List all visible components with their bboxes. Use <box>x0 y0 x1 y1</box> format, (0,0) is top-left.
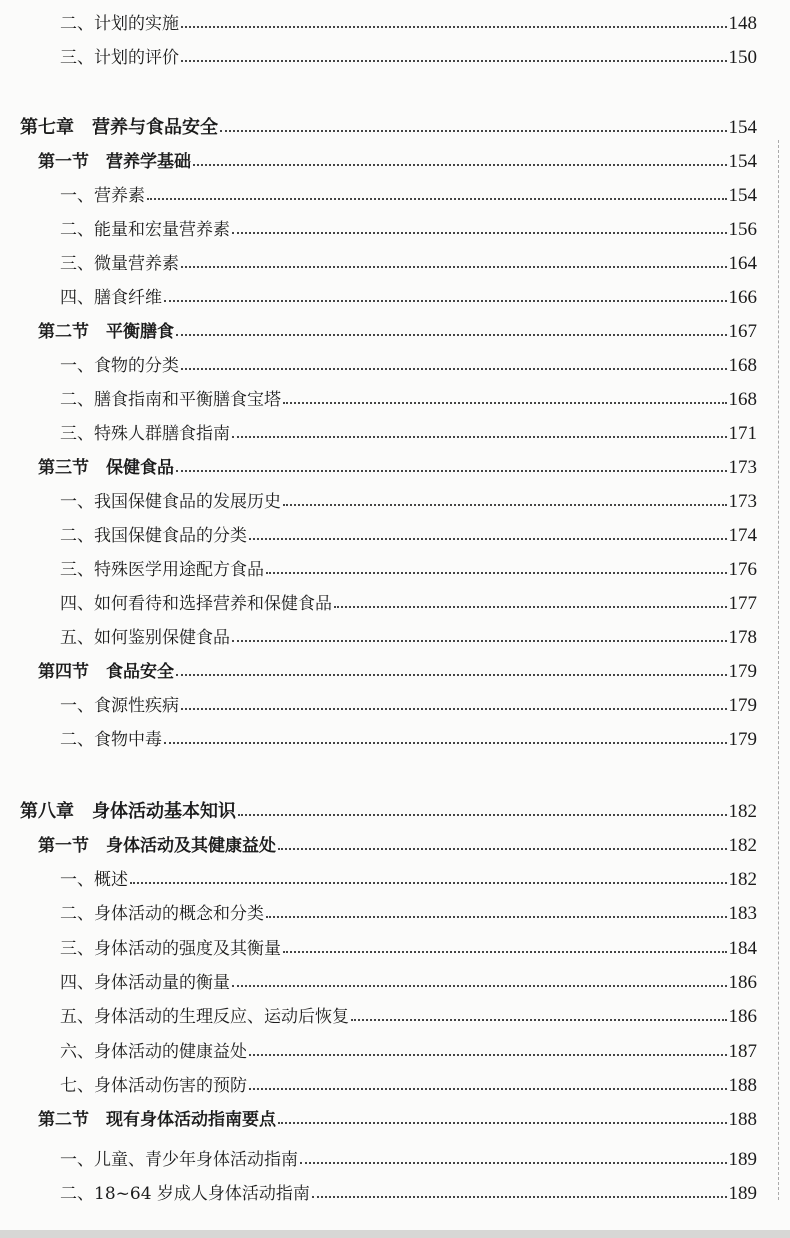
leader-dots <box>283 402 727 404</box>
toc-page-number: 184 <box>728 938 757 959</box>
toc-entry-title: 二、能量和宏量营养素 <box>60 220 230 240</box>
toc-item-entry <box>60 971 757 995</box>
toc-item-entry <box>60 12 757 36</box>
toc-item-entry <box>60 388 757 412</box>
toc-page-number: 166 <box>728 287 757 308</box>
leader-dots <box>278 848 727 850</box>
leader-dots <box>278 1122 727 1124</box>
toc-page-number: 167 <box>728 321 757 342</box>
leader-dots <box>176 470 727 472</box>
toc-entry-title: 一、营养素 <box>60 186 145 206</box>
toc-item-entry <box>60 558 757 582</box>
bottom-shadow <box>0 1230 790 1238</box>
toc-item-entry <box>60 1148 757 1172</box>
leader-dots <box>249 538 727 540</box>
toc-page-number: 183 <box>728 903 757 924</box>
toc-entry-title: 二、18~64 岁成人身体活动指南 <box>60 1184 310 1204</box>
toc-page-number: 182 <box>728 801 757 822</box>
toc-entry-title: 一、我国保健食品的发展历史 <box>60 492 281 512</box>
toc-page-number: 168 <box>728 355 757 376</box>
toc-entry-title: 第七章 营养与食品安全 <box>20 117 218 138</box>
toc-page-number: 177 <box>728 593 757 614</box>
toc-page-number: 179 <box>728 729 757 750</box>
toc-entry-title: 第八章 身体活动基本知识 <box>20 801 236 822</box>
toc-page-number: 148 <box>728 13 757 34</box>
toc-item-entry <box>60 694 757 718</box>
leader-dots <box>351 1019 727 1021</box>
toc-page-number: 186 <box>728 972 757 993</box>
leader-dots <box>130 882 727 884</box>
toc-item-entry <box>60 626 757 650</box>
toc-chapter-entry <box>20 116 757 140</box>
toc-page-number: 154 <box>728 185 757 206</box>
toc-page-number: 179 <box>728 661 757 682</box>
toc-page-number: 178 <box>728 627 757 648</box>
toc-item-entry <box>60 184 757 208</box>
toc-page-number: 188 <box>728 1075 757 1096</box>
toc-item-entry <box>60 1005 757 1029</box>
toc-page-number: 189 <box>728 1183 757 1204</box>
toc-page-number: 173 <box>728 457 757 478</box>
toc-section-entry <box>38 456 757 480</box>
toc-item-entry <box>60 902 757 926</box>
toc-item-entry <box>60 46 757 70</box>
toc-entry-title: 三、计划的评价 <box>60 48 179 68</box>
toc-page-number: 164 <box>728 253 757 274</box>
toc-entry-title: 四、身体活动量的衡量 <box>60 973 230 993</box>
toc-entry-title: 第一节 营养学基础 <box>38 152 191 172</box>
toc-entry-title: 四、如何看待和选择营养和保健食品 <box>60 594 332 614</box>
leader-dots <box>334 606 727 608</box>
toc-entry-title: 第二节 平衡膳食 <box>38 322 174 342</box>
toc-section-entry <box>38 320 757 344</box>
toc-item-entry <box>60 728 757 752</box>
toc-entry-title: 七、身体活动伤害的预防 <box>60 1076 247 1096</box>
toc-entry-title: 四、膳食纤维 <box>60 288 162 308</box>
leader-dots <box>249 1088 727 1090</box>
toc-entry-title: 三、特殊人群膳食指南 <box>60 424 230 444</box>
toc-item-entry <box>60 868 757 892</box>
toc-item-entry <box>60 1040 757 1064</box>
toc-item-entry <box>60 218 757 242</box>
toc-page-number: 182 <box>728 869 757 890</box>
toc-entry-title: 一、儿童、青少年身体活动指南 <box>60 1150 298 1170</box>
leader-dots <box>220 130 727 132</box>
toc-entry-title: 二、身体活动的概念和分类 <box>60 904 264 924</box>
leader-dots <box>164 742 727 744</box>
toc-chapter-entry <box>20 800 757 824</box>
leader-dots <box>176 674 727 676</box>
toc-entry-title: 第四节 食品安全 <box>38 662 174 682</box>
toc-page-number: 168 <box>728 389 757 410</box>
toc-item-entry <box>60 592 757 616</box>
toc-entry-title: 第一节 身体活动及其健康益处 <box>38 836 276 856</box>
toc-page-number: 186 <box>728 1006 757 1027</box>
toc-entry-title: 二、计划的实施 <box>60 14 179 34</box>
leader-dots <box>300 1162 727 1164</box>
toc-item-entry <box>60 1182 757 1206</box>
toc-page-number: 171 <box>728 423 757 444</box>
leader-dots <box>232 640 727 642</box>
leader-dots <box>266 572 727 574</box>
toc-entry-title: 五、身体活动的生理反应、运动后恢复 <box>60 1007 349 1027</box>
leader-dots <box>283 951 727 953</box>
toc-section-entry <box>38 834 757 858</box>
toc-entry-title: 一、食源性疾病 <box>60 696 179 716</box>
toc-entry-title: 第三节 保健食品 <box>38 458 174 478</box>
leader-dots <box>249 1054 727 1056</box>
toc-section-entry <box>38 1108 757 1132</box>
toc-page-number: 156 <box>728 219 757 240</box>
leader-dots <box>232 985 727 987</box>
toc-entry-title: 一、概述 <box>60 870 128 890</box>
toc-entry-title: 第二节 现有身体活动指南要点 <box>38 1110 276 1130</box>
toc-item-entry <box>60 422 757 446</box>
leader-dots <box>181 266 727 268</box>
toc-entry-title: 三、特殊医学用途配方食品 <box>60 560 264 580</box>
toc-entry-title: 三、微量营养素 <box>60 254 179 274</box>
leader-dots <box>164 300 727 302</box>
leader-dots <box>232 436 727 438</box>
toc-entry-title: 六、身体活动的健康益处 <box>60 1042 247 1062</box>
toc-entry-title: 五、如何鉴别保健食品 <box>60 628 230 648</box>
toc-item-entry <box>60 354 757 378</box>
toc-page-number: 174 <box>728 525 757 546</box>
leader-dots <box>283 504 727 506</box>
leader-dots <box>232 232 727 234</box>
leader-dots <box>181 26 727 28</box>
toc-item-entry <box>60 524 757 548</box>
toc-page-number: 173 <box>728 491 757 512</box>
leader-dots <box>181 368 727 370</box>
toc-section-entry <box>38 150 757 174</box>
leader-dots <box>147 198 727 200</box>
toc-page-number: 179 <box>728 695 757 716</box>
toc-item-entry <box>60 286 757 310</box>
toc-page-number: 182 <box>728 835 757 856</box>
leader-dots <box>181 60 727 62</box>
toc-page-number: 154 <box>728 117 757 138</box>
toc-item-entry <box>60 252 757 276</box>
toc-entry-title: 三、身体活动的强度及其衡量 <box>60 939 281 959</box>
toc-page-number: 188 <box>728 1109 757 1130</box>
toc-entry-title: 二、食物中毒 <box>60 730 162 750</box>
toc-item-entry <box>60 490 757 514</box>
toc-page-number: 187 <box>728 1041 757 1062</box>
toc-page-number: 154 <box>728 151 757 172</box>
toc-page-number: 189 <box>728 1149 757 1170</box>
toc-entry-title: 二、膳食指南和平衡膳食宝塔 <box>60 390 281 410</box>
toc-entry-title: 二、我国保健食品的分类 <box>60 526 247 546</box>
toc-item-entry <box>60 937 757 961</box>
toc-page-number: 176 <box>728 559 757 580</box>
toc-page-number: 150 <box>728 47 757 68</box>
leader-dots <box>238 814 727 816</box>
toc-entry-title: 一、食物的分类 <box>60 356 179 376</box>
toc-section-entry <box>38 660 757 684</box>
leader-dots <box>193 164 727 166</box>
leader-dots <box>312 1196 727 1198</box>
toc-item-entry <box>60 1074 757 1098</box>
leader-dots <box>181 708 727 710</box>
page-edge-line <box>778 140 779 1200</box>
leader-dots <box>266 916 727 918</box>
leader-dots <box>176 334 727 336</box>
